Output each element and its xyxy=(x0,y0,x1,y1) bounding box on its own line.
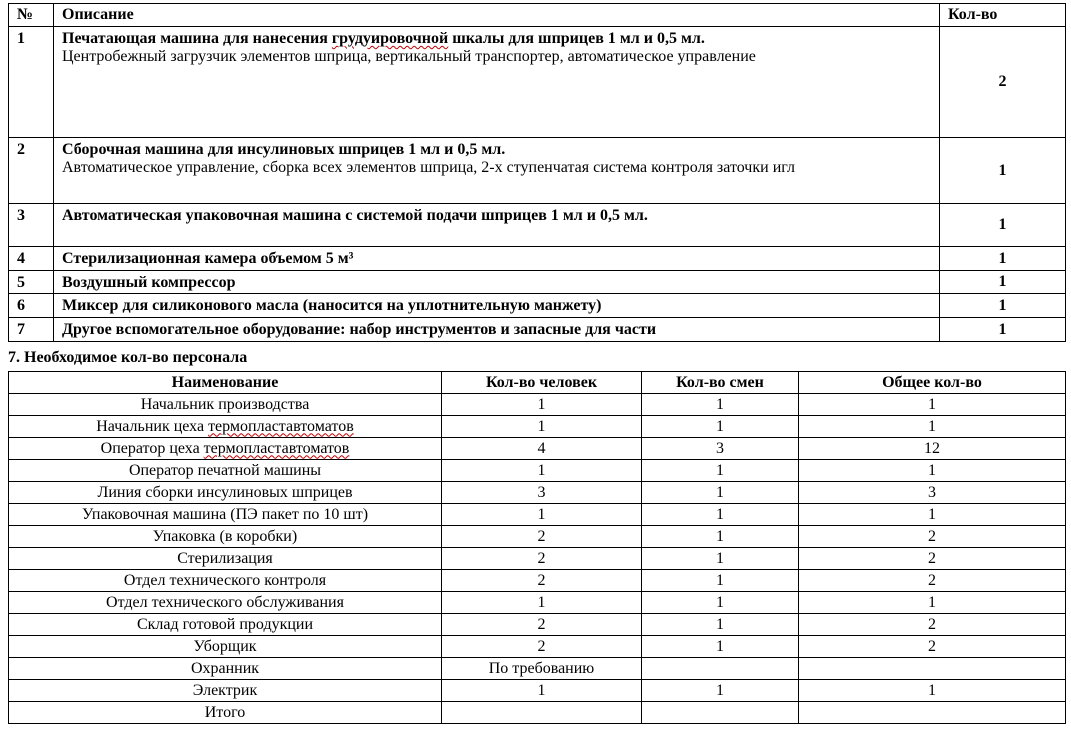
staff-row xyxy=(9,636,1066,658)
row-detail: Центробежный загрузчик элементов шприца, вертикальный транспортер, автоматическое управление xyxy=(62,48,756,65)
staff-shifts xyxy=(642,702,799,724)
staff-shifts: 1 xyxy=(642,460,799,482)
staff-shifts xyxy=(642,658,799,680)
staff-total: 2 xyxy=(799,548,1066,570)
row-num: 1 xyxy=(9,27,54,138)
staff-people: 2 xyxy=(442,526,642,548)
staff-name: Отдел технического контроля xyxy=(9,570,442,592)
row-num: 5 xyxy=(9,271,54,294)
staff-people: 2 xyxy=(442,636,642,658)
staff-people: 4 xyxy=(442,438,642,460)
staff-row xyxy=(9,658,1066,680)
staff-people: 1 xyxy=(442,460,642,482)
header-total: Общее кол-во xyxy=(799,372,1066,394)
row-qty: 1 xyxy=(940,204,1066,247)
staff-shifts: 3 xyxy=(642,438,799,460)
staff-name: Отдел технического обслуживания xyxy=(9,592,442,614)
row-description xyxy=(54,318,940,342)
equipment-row xyxy=(9,247,1066,271)
section-title: 7. Необходимое кол-во персонала xyxy=(8,349,248,366)
staff-name: Электрик xyxy=(9,680,442,702)
equipment-row xyxy=(9,294,1066,318)
staff-row xyxy=(9,416,1066,438)
staff-name: Оператор печатной машины xyxy=(9,460,442,482)
staff-name: Начальник цеха термопластавтоматов xyxy=(9,416,442,438)
row-qty: 1 xyxy=(940,318,1066,342)
staff-name: Упаковочная машина (ПЭ пакет по 10 шт) xyxy=(9,504,442,526)
staff-row xyxy=(9,526,1066,548)
row-qty: 1 xyxy=(940,271,1066,294)
staff-name: Охранник xyxy=(9,658,442,680)
staff-people: 2 xyxy=(442,570,642,592)
staff-name: Склад готовой продукции xyxy=(9,614,442,636)
staff-people: 1 xyxy=(442,680,642,702)
staff-total-row xyxy=(9,702,1066,724)
staff-shifts: 1 xyxy=(642,504,799,526)
staff-total: 1 xyxy=(799,504,1066,526)
staff-row xyxy=(9,394,1066,416)
row-description xyxy=(54,27,940,138)
staff-table xyxy=(8,371,1066,724)
staff-shifts: 1 xyxy=(642,548,799,570)
equipment-row xyxy=(9,318,1066,342)
staff-name: Линия сборки инсулиновых шприцев xyxy=(9,482,442,504)
staff-people: 1 xyxy=(442,504,642,526)
row-qty: 1 xyxy=(940,247,1066,271)
header-qty: Кол-во xyxy=(940,4,1066,27)
row-num: 2 xyxy=(9,138,54,204)
staff-people: 2 xyxy=(442,614,642,636)
header-num: № xyxy=(9,4,54,27)
staff-row xyxy=(9,614,1066,636)
staff-total: 2 xyxy=(799,570,1066,592)
staff-shifts: 1 xyxy=(642,680,799,702)
row-description xyxy=(54,294,940,318)
row-qty: 1 xyxy=(940,138,1066,204)
staff-name: Итого xyxy=(9,702,442,724)
row-detail: Автоматическое управление, сборка всех элементов шприца, 2-х ступенчатая система контроля заточки игл xyxy=(62,159,795,176)
row-num: 3 xyxy=(9,204,54,247)
staff-row xyxy=(9,680,1066,702)
equipment-table xyxy=(8,3,1066,342)
staff-shifts: 1 xyxy=(642,482,799,504)
staff-name: Начальник производства xyxy=(9,394,442,416)
row-num: 7 xyxy=(9,318,54,342)
row-num: 4 xyxy=(9,247,54,271)
staff-shifts: 1 xyxy=(642,592,799,614)
row-qty: 1 xyxy=(940,294,1066,318)
staff-shifts: 1 xyxy=(642,570,799,592)
staff-total: 1 xyxy=(799,460,1066,482)
staff-row xyxy=(9,460,1066,482)
staff-people: По требованию xyxy=(442,658,642,680)
staff-row xyxy=(9,482,1066,504)
staff-name: Упаковка (в коробки) xyxy=(9,526,442,548)
staff-name: Уборщик xyxy=(9,636,442,658)
staff-total: 12 xyxy=(799,438,1066,460)
staff-shifts: 1 xyxy=(642,636,799,658)
row-title: Воздушный компрессор xyxy=(62,274,236,291)
row-num: 6 xyxy=(9,294,54,318)
equipment-row xyxy=(9,204,1066,247)
staff-total: 2 xyxy=(799,636,1066,658)
row-description xyxy=(54,271,940,294)
row-title: Печатающая машина для нанесения грудуировочной шкалы для шприцев 1 мл и 0,5 мл. xyxy=(62,30,705,47)
row-qty: 2 xyxy=(940,27,1066,138)
staff-people: 3 xyxy=(442,482,642,504)
staff-people xyxy=(442,702,642,724)
row-description xyxy=(54,204,940,247)
row-title: Автоматическая упаковочная машина с системой подачи шприцев 1 мл и 0,5 мл. xyxy=(62,207,648,224)
staff-total xyxy=(799,702,1066,724)
staff-total xyxy=(799,658,1066,680)
staff-people: 1 xyxy=(442,394,642,416)
row-description xyxy=(54,247,940,271)
staff-total: 2 xyxy=(799,614,1066,636)
staff-total: 1 xyxy=(799,394,1066,416)
staff-shifts: 1 xyxy=(642,614,799,636)
header-shifts: Кол-во смен xyxy=(642,372,799,394)
staff-people: 1 xyxy=(442,592,642,614)
equipment-row xyxy=(9,138,1066,204)
equipment-row xyxy=(9,27,1066,138)
row-title: Сборочная машина для инсулиновых шприцев 1 мл и 0,5 мл. xyxy=(62,141,506,158)
staff-total: 3 xyxy=(799,482,1066,504)
staff-people: 1 xyxy=(442,416,642,438)
staff-total: 1 xyxy=(799,592,1066,614)
staff-people: 2 xyxy=(442,548,642,570)
staff-row xyxy=(9,570,1066,592)
staff-row xyxy=(9,548,1066,570)
equipment-header-row xyxy=(9,4,1066,27)
staff-row xyxy=(9,504,1066,526)
row-title: Другое вспомогательное оборудование: набор инструментов и запасные для части xyxy=(62,321,657,338)
staff-total: 1 xyxy=(799,416,1066,438)
staff-total: 2 xyxy=(799,526,1066,548)
staff-shifts: 1 xyxy=(642,416,799,438)
staff-shifts: 1 xyxy=(642,394,799,416)
header-name: Наименование xyxy=(9,372,442,394)
row-title: Миксер для силиконового масла (наносится на уплотнительную манжету) xyxy=(62,297,602,314)
header-people: Кол-во человек xyxy=(442,372,642,394)
staff-row xyxy=(9,438,1066,460)
staff-name: Стерилизация xyxy=(9,548,442,570)
staff-header-row xyxy=(9,372,1066,394)
equipment-row xyxy=(9,271,1066,294)
staff-shifts: 1 xyxy=(642,526,799,548)
header-description: Описание xyxy=(54,4,940,27)
staff-name: Оператор цеха термопластавтоматов xyxy=(9,438,442,460)
staff-row xyxy=(9,592,1066,614)
row-description xyxy=(54,138,940,204)
staff-total: 1 xyxy=(799,680,1066,702)
row-title: Стерилизационная камера объемом 5 м³ xyxy=(62,250,354,267)
